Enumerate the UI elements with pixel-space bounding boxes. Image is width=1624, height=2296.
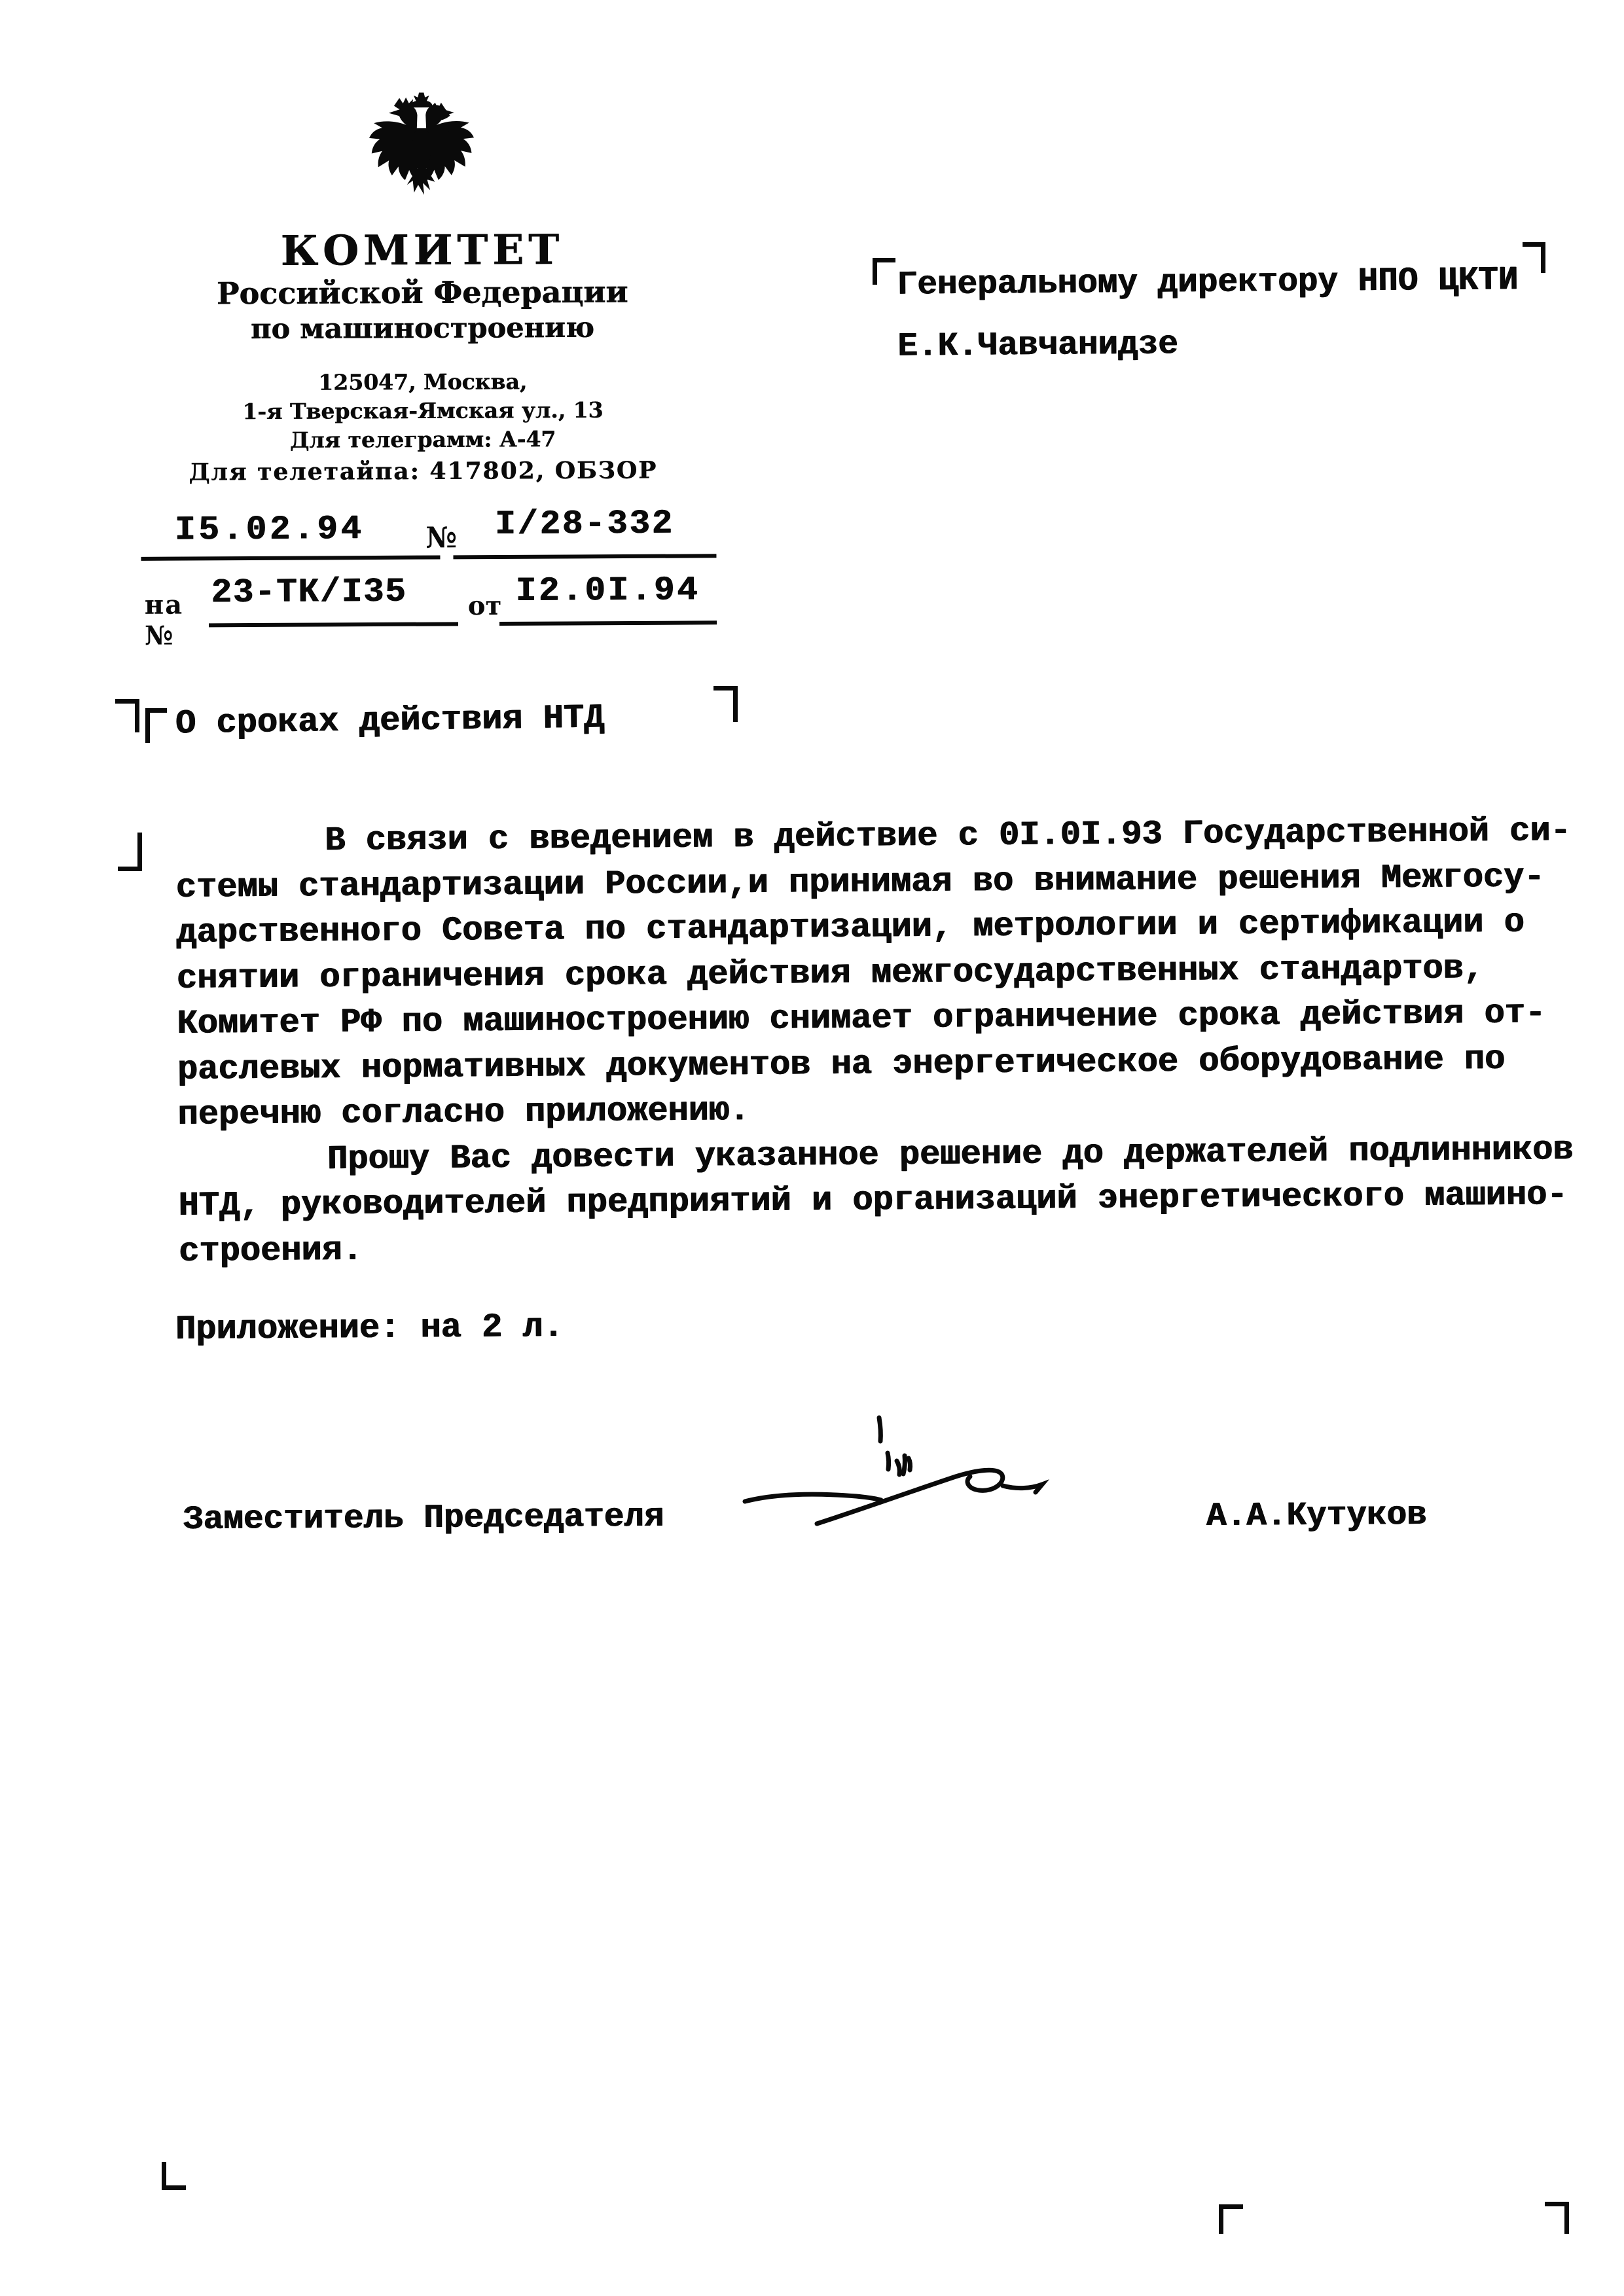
body-line: раслевых нормативных документов на энергетическое оборудование по — [177, 1039, 1506, 1089]
letter-number-field: I/28-332 — [453, 504, 716, 559]
corner-mark-body-left — [118, 833, 142, 871]
letter-body — [175, 808, 1573, 1274]
body-line: Комитет РФ по машиностроению снимает ограничение срока действия от- — [177, 994, 1546, 1043]
recipient-name: Е.К.Чавчанидзе — [897, 326, 1179, 366]
subject-line: О сроках действия НТД — [175, 698, 605, 744]
body-line: Прошу Вас довести указанное решение до держателей подлинников — [327, 1130, 1574, 1179]
body-line: НТД, руководителей предприятий и организаций энергетического машино- — [178, 1175, 1568, 1225]
org-name-line2: Российской Федерации — [216, 274, 628, 312]
corner-mark-subject-inner — [145, 708, 167, 743]
signer-title: Заместитель Председателя — [183, 1498, 664, 1539]
from-label: от — [467, 590, 502, 622]
corner-mark-bottom-right-outer — [1545, 2202, 1569, 2234]
reply-to-label: на № — [144, 589, 184, 651]
org-address — [86, 367, 761, 487]
address-line-street: 1-я Тверская-Ямская ул., 13 — [242, 397, 604, 425]
recipient-title: Генеральному директору НПО ЦКТИ — [897, 262, 1519, 304]
reply-date-field: I2.0I.94 — [499, 571, 717, 626]
letterhead — [84, 82, 761, 487]
corner-mark-bottom-left — [162, 2162, 186, 2190]
body-line: В связи с введением в действие с 0I.0I.93 Государственной си- — [325, 812, 1571, 861]
org-name-line1: КОМИТЕТ — [280, 225, 564, 275]
attachment-note: Приложение: на 2 л. — [175, 1307, 564, 1350]
signer-name: А.А.Кутуков — [1206, 1496, 1427, 1536]
handwritten-signature — [740, 1412, 1074, 1543]
letter-date-field: I5.02.94 — [141, 509, 440, 560]
body-line: снятии ограничения срока действия межгосударственных стандартов, — [176, 948, 1485, 998]
reply-number-field: 23-ТК/I35 — [209, 572, 458, 627]
address-line-postal: 125047, Москва, — [318, 368, 528, 395]
corner-mark-recipient-left — [873, 258, 895, 285]
recipient-block — [897, 250, 1519, 378]
body-line: стемы стандартизации России,и принимая во внимание решения Межгосу- — [175, 857, 1545, 907]
address-line-telegrams: Для телеграмм: А-47 — [289, 426, 556, 453]
body-line: строения. — [178, 1230, 363, 1271]
body-line: перечню согласно приложению. — [177, 1091, 750, 1134]
corner-mark-bottom-right-inner — [1219, 2204, 1243, 2234]
corner-mark-subject-outer — [115, 699, 139, 732]
corner-mark-recipient-right — [1523, 242, 1545, 273]
org-name-line3: по машиностроению — [250, 311, 594, 346]
double-headed-eagle-emblem — [356, 84, 488, 213]
number-sign: № — [425, 521, 458, 555]
corner-mark-subject-right — [713, 686, 738, 722]
body-line: дарственного Совета по стандартизации, метрологии и сертификации о — [176, 903, 1525, 952]
address-line-teletype: Для телетайпа: 417802, ОБЗОР — [189, 456, 658, 486]
